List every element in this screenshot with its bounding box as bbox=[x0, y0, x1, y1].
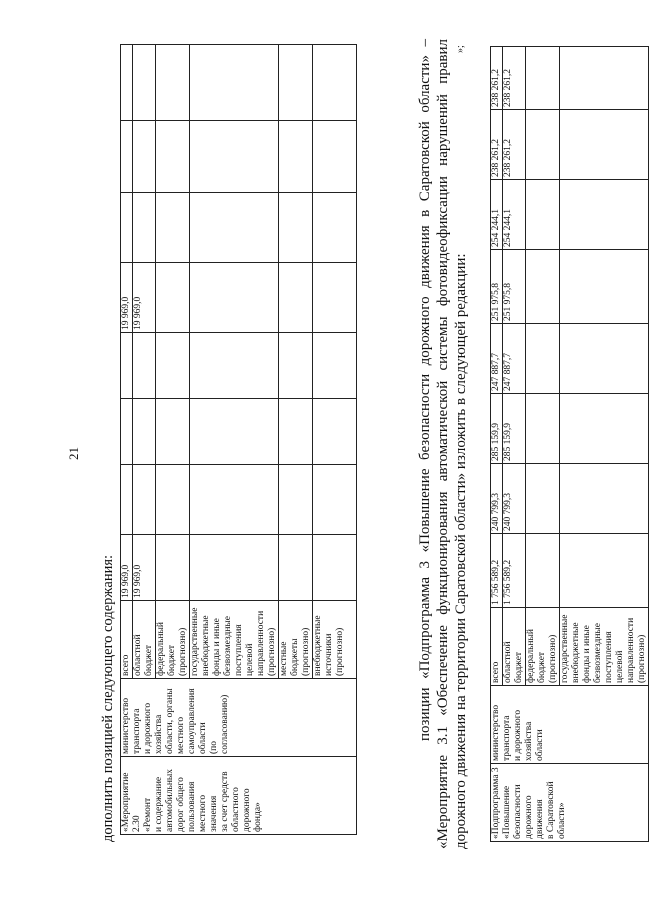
value-cell bbox=[190, 45, 279, 121]
value-cell bbox=[133, 399, 156, 465]
value-cell bbox=[121, 45, 133, 121]
table-row bbox=[121, 45, 133, 835]
value-cell bbox=[133, 45, 156, 121]
value-cell bbox=[156, 193, 190, 263]
value-cell bbox=[313, 333, 357, 399]
source-cell: внебюджетные источники (прогнозно) bbox=[313, 601, 357, 679]
value-cell: 19 969,0 bbox=[121, 535, 133, 601]
value-cell bbox=[279, 45, 313, 121]
value-cell bbox=[190, 193, 279, 263]
value-cell: 247 887,7 bbox=[503, 324, 526, 394]
value-cell bbox=[526, 324, 560, 394]
source-cell: всего bbox=[491, 608, 503, 686]
value-cell bbox=[121, 333, 133, 399]
value-cell bbox=[156, 45, 190, 121]
source-cell: всего bbox=[121, 601, 133, 679]
value-cell bbox=[121, 121, 133, 193]
source-cell: федеральный бюджет (прогнозно) bbox=[526, 608, 560, 686]
value-cell bbox=[156, 535, 190, 601]
executor-cell: министерство транспорта и дорожного хозяйства области, органы местного самоуправления области (по согласованию) bbox=[121, 679, 357, 757]
source-cell: государственные внебюджетные фонды и иные безвозмездные поступления целевой направленности (прогнозно) bbox=[560, 608, 649, 686]
value-cell bbox=[156, 121, 190, 193]
executor-cell: министерство транспорта и дорожного хозяйства области bbox=[491, 686, 649, 764]
value-cell bbox=[526, 250, 560, 324]
value-cell bbox=[313, 535, 357, 601]
value-cell bbox=[156, 263, 190, 333]
value-cell bbox=[279, 121, 313, 193]
value-cell bbox=[190, 333, 279, 399]
value-cell bbox=[190, 121, 279, 193]
value-cell bbox=[121, 193, 133, 263]
value-cell bbox=[190, 399, 279, 465]
closing-quote: »; bbox=[455, 45, 466, 53]
value-cell bbox=[560, 250, 649, 324]
value-cell bbox=[560, 324, 649, 394]
value-cell bbox=[279, 193, 313, 263]
name-cell: «Мероприятие 2.30 «Ремонт и содержание автомобильных дорог общего пользования местного значения за счет средств областного дорожного фонда» bbox=[121, 757, 357, 835]
value-cell: 254 244,1 bbox=[503, 180, 526, 250]
value-cell bbox=[156, 399, 190, 465]
value-cell bbox=[526, 534, 560, 608]
measure-2-30-table bbox=[120, 44, 357, 835]
value-cell bbox=[156, 465, 190, 535]
value-cell bbox=[560, 110, 649, 180]
value-cell bbox=[279, 465, 313, 535]
value-cell bbox=[526, 394, 560, 464]
value-cell bbox=[133, 121, 156, 193]
value-cell bbox=[279, 333, 313, 399]
value-cell bbox=[526, 464, 560, 534]
value-cell: 19 969,0 bbox=[133, 263, 156, 333]
value-cell bbox=[560, 180, 649, 250]
value-cell: 238 261,2 bbox=[503, 47, 526, 110]
value-cell: 1 756 589,2 bbox=[503, 534, 526, 608]
value-cell bbox=[313, 121, 357, 193]
source-cell: государственные внебюджетные фонды и иные безвозмездные поступления целевой направленности (прогнозно) bbox=[190, 601, 279, 679]
value-cell bbox=[156, 333, 190, 399]
subprogram-3-table bbox=[490, 46, 649, 842]
source-cell: федеральный бюджет (прогнозно) bbox=[156, 601, 190, 679]
value-cell bbox=[560, 47, 649, 110]
value-cell bbox=[190, 263, 279, 333]
value-cell: 1 756 589,2 bbox=[491, 534, 503, 608]
value-cell bbox=[560, 464, 649, 534]
source-cell: областной бюджет bbox=[503, 608, 526, 686]
value-cell: 19 969,0 bbox=[133, 535, 156, 601]
table-row bbox=[491, 47, 503, 842]
value-cell bbox=[526, 180, 560, 250]
value-cell bbox=[526, 110, 560, 180]
value-cell bbox=[560, 394, 649, 464]
value-cell: 285 159,9 bbox=[503, 394, 526, 464]
value-cell bbox=[560, 534, 649, 608]
value-cell bbox=[313, 263, 357, 333]
value-cell bbox=[279, 535, 313, 601]
value-cell bbox=[121, 399, 133, 465]
value-cell: 254 244,1 bbox=[491, 180, 503, 250]
value-cell bbox=[313, 193, 357, 263]
name-cell: «Подпрограмма 3 «Повышение безопасности дорожного движения в Саратовской области» bbox=[491, 764, 649, 842]
value-cell bbox=[190, 535, 279, 601]
value-cell: 285 159,9 bbox=[491, 394, 503, 464]
value-cell: 251 975,8 bbox=[503, 250, 526, 324]
value-cell: 247 887,7 bbox=[491, 324, 503, 394]
value-cell bbox=[133, 193, 156, 263]
page-number: 21 bbox=[66, 447, 81, 460]
value-cell: 240 799,3 bbox=[503, 464, 526, 534]
value-cell bbox=[313, 465, 357, 535]
value-cell bbox=[121, 465, 133, 535]
source-cell: местные бюджеты (прогнозно) bbox=[279, 601, 313, 679]
value-cell bbox=[526, 47, 560, 110]
value-cell bbox=[133, 333, 156, 399]
value-cell: 240 799,3 bbox=[491, 464, 503, 534]
edit-instruction-paragraph: позиции «Подпрограмма 3 «Повышение безопасности дорожного движения в Саратовской области» – «Мероприятие 3.1 «Обеспечение функционирования автоматической системы фотовидеофиксации нарушений правил дорожного движения на территории Саратовской области» изложить в следующей редакции: bbox=[417, 39, 469, 849]
intro-text: дополнить позицией следующего содержания: bbox=[100, 554, 116, 842]
source-cell: областной бюджет bbox=[133, 601, 156, 679]
value-cell bbox=[279, 263, 313, 333]
value-cell: 19 969,0 bbox=[121, 263, 133, 333]
value-cell bbox=[190, 465, 279, 535]
value-cell: 238 261,2 bbox=[503, 110, 526, 180]
value-cell bbox=[133, 465, 156, 535]
value-cell: 238 261,2 bbox=[491, 110, 503, 180]
value-cell bbox=[279, 399, 313, 465]
value-cell: 238 261,2 bbox=[491, 47, 503, 110]
value-cell: 251 975,8 bbox=[491, 250, 503, 324]
value-cell bbox=[313, 45, 357, 121]
value-cell bbox=[313, 399, 357, 465]
